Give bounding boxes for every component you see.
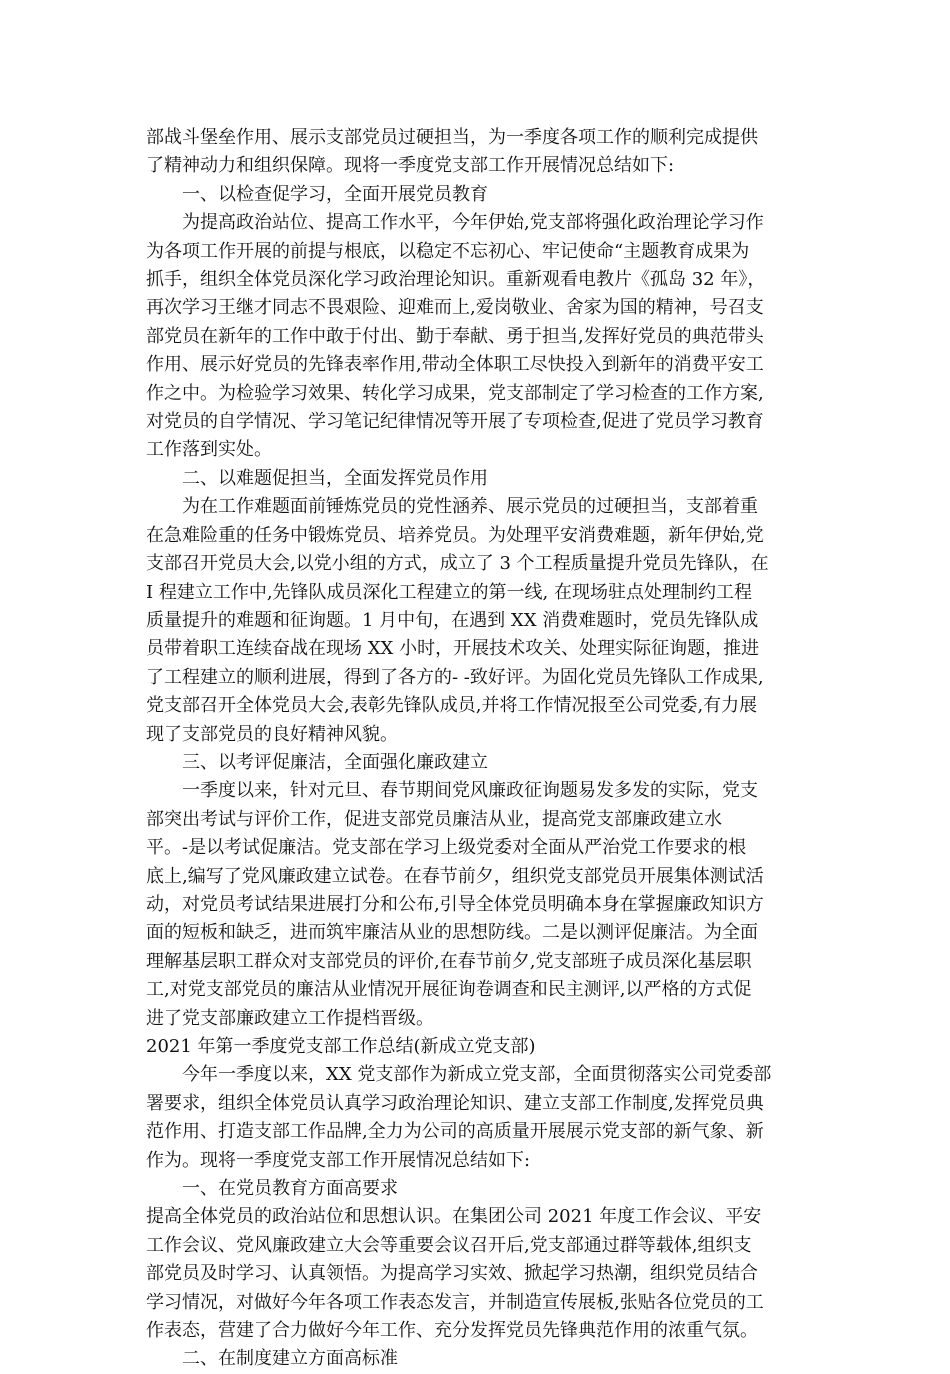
text-line: 今年一季度以来，XX 党支部作为新成立党支部，全面贯彻落实公司党委部: [182, 1064, 772, 1086]
text-line: 了工程建立的顺利进展，得到了各方的- -致好评。为固化党员先锋队工作成果,: [146, 666, 764, 688]
text-line: 底上,编写了党风廉政建立试卷。在春节前夕，组织党支部党员开展集体测试活: [146, 865, 764, 887]
text-line: 理解基层职工群众对支部党员的评价,在春节前夕,党支部班子成员深化基层职: [146, 950, 752, 972]
section-heading: 二、以难题促担当，全面发挥党员作用: [182, 467, 488, 489]
text-line: 部党员在新年的工作中敢于付出、勤于奉献、勇于担当,发挥好党员的典范带头: [146, 325, 764, 347]
section-heading: 一、以检查促学习，全面开展党员教育: [182, 183, 488, 205]
text-line: 在急难险重的任务中锻炼党员、培养党员。为处理平安消费难题，新年伊始,党: [146, 524, 764, 546]
text-line: 员带着职工连续奋战在现场 XX 小时，开展技术攻关、处理实际征询题，推进: [146, 638, 760, 660]
text-line: 了精神动力和组织保障。现将一季度党支部工作开展情况总结如下:: [146, 155, 675, 177]
text-line: 作表态，营建了合力做好今年工作、充分发挥党员先锋典范作用的浓重气氛。: [146, 1320, 758, 1342]
text-line: 学习情况，对做好今年各项工作表态发言，并制造宣传展板,张贴各位党员的工: [146, 1291, 764, 1313]
text-line: 工作会议、党风廉政建立大会等重要会议召开后,党支部通过群等载体,组织支: [146, 1234, 752, 1256]
text-line: 对党员的自学情况、学习笔记纪律情况等开展了专项检查,促进了党员学习教育: [146, 411, 764, 433]
text-line: 为提高政治站位、提高工作水平，今年伊始,党支部将强化政治理论学习作: [182, 212, 764, 234]
text-line: 再次学习王继才同志不畏艰险、迎难而上,爱岗敬业、舍家为国的精神，号召支: [146, 297, 764, 319]
document-title: 2021 年第一季度党支部工作总结(新成立党支部): [146, 1036, 536, 1057]
text-line: 为各项工作开展的前提与根底，以稳定不忘初心、牢记使命“主题教育成果为: [146, 240, 750, 262]
text-line: 部战斗堡垒作用、展示支部党员过硬担当，为一季度各项工作的顺利完成提供: [146, 127, 758, 148]
section-heading: 一、在党员教育方面高要求: [182, 1178, 398, 1200]
text-line: 工,对党支部党员的廉洁从业情况开展征询卷调查和民主测评,以严格的方式促: [146, 979, 752, 1001]
text-line: 一季度以来，针对元旦、春节期间党风廉政征询题易发多发的实际，党支: [182, 780, 758, 802]
text-line: 面的短板和缺乏，进而筑牢廉洁从业的思想防线。二是以测评促廉洁。为全面: [146, 922, 758, 944]
text-line: 进了党支部廉政建立工作提档晋级。: [146, 1007, 434, 1029]
text-line: 动，对党员考试结果进展打分和公布,引导全体党员明确本身在掌握廉政知识方: [146, 893, 764, 915]
text-line: 抓手，组织全体党员深化学习政治理论知识。重新观看电教片《孤岛 32 年》，: [146, 269, 766, 291]
text-line: 党支部召开全体党员大会,表彰先锋队成员,并将工作情况报至公司党委,有力展: [146, 695, 758, 717]
section-heading: 三、以考评促廉洁，全面强化廉政建立: [182, 751, 488, 773]
text-line: 作用、展示好党员的先锋表率作用,带动全体职工尽快投入到新年的消费平安工: [146, 354, 764, 376]
text-line: 支部召开党员大会,以党小组的方式，成立了 3 个工程质量提升党员先锋队，在: [146, 553, 769, 575]
text-line: 署要求，组织全体党员认真学习政治理论知识、建立支部工作制度,发挥党员典: [146, 1092, 764, 1114]
section-heading: 二、在制度建立方面高标准: [182, 1348, 398, 1370]
document-page: [146, 124, 812, 1374]
text-line: 部突出考试与评价工作，促进支部党员廉洁从业，提高党支部廉政建立水: [146, 808, 722, 830]
text-line: 质量提升的难题和征询题。1 月中旬，在遇到 XX 消费难题时，党员先锋队成: [146, 609, 759, 631]
text-line: 为在工作难题面前锤炼党员的党性涵养、展示党员的过硬担当，支部着重: [182, 496, 758, 518]
text-line: 工作落到实处。: [146, 439, 272, 461]
text-line: I 程建立工作中,先锋队成员深化工程建立的第一线, 在现场驻点处理制约工程: [146, 581, 752, 603]
text-line: 范作用、打造支部工作品牌,全力为公司的高质量开展展示党支部的新气象、新: [146, 1121, 764, 1143]
text-line: 提高全体党员的政治站位和思想认识。在集团公司 2021 年度工作会议、平安: [146, 1206, 762, 1228]
text-line: 作为。现将一季度党支部工作开展情况总结如下:: [146, 1149, 531, 1171]
text-line: 现了支部党员的良好精神风貌。: [146, 723, 398, 745]
text-line: 平。-是以考试促廉洁。党支部在学习上级党委对全面从严治党工作要求的根: [146, 837, 747, 859]
text-line: 部党员及时学习、认真领悟。为提高学习实效、掀起学习热潮，组织党员结合: [146, 1263, 758, 1285]
text-line: 作之中。为检验学习效果、转化学习成果，党支部制定了学习检查的工作方案,: [146, 382, 764, 404]
